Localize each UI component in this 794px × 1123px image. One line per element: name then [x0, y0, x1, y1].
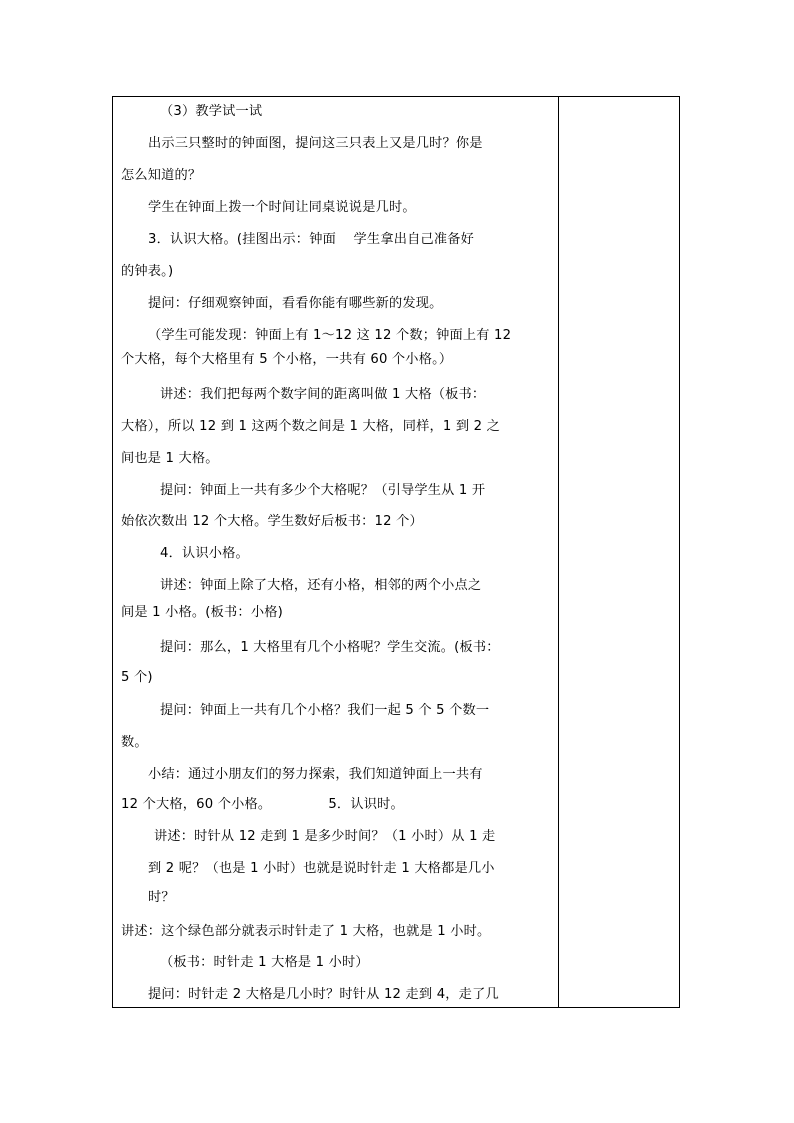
text-line: 12 个大格，60 个小格。 5．认识时。: [121, 797, 404, 812]
text-line: 5 个): [121, 670, 153, 685]
text-line: （3）教学试一试: [160, 104, 263, 119]
text-line: 出示三只整时的钟面图，提问这三只表上又是几时？你是: [148, 136, 483, 151]
text-line: 的钟表。): [121, 264, 174, 279]
text-line: 提问：仔细观察钟面，看看你能有哪些新的发现。: [148, 296, 443, 311]
text-line: 学生在钟面上拨一个时间让同桌说说是几时。: [148, 200, 416, 215]
text-line: 怎么知道的？: [121, 168, 202, 183]
text-line: 时？: [148, 890, 175, 905]
text-line: 始依次数出 12 个大格。学生数好后板书：12 个）: [121, 514, 423, 529]
text-line: 讲述：这个绿色部分就表示时针走了 1 大格，也就是 1 小时。: [121, 924, 491, 939]
text-line: 间是 1 小格。(板书：小格): [121, 605, 283, 620]
text-line: 小结：通过小朋友们的努力探索，我们知道钟面上一共有: [148, 767, 483, 782]
text-line: 大格），所以 12 到 1 这两个数之间是 1 大格，同样，1 到 2 之: [121, 419, 500, 434]
text-line: （学生可能发现：钟面上有 1～12 这 12 个数；钟面上有 12: [148, 328, 512, 343]
text-line: 提问：时针走 2 大格是几小时？时针从 12 走到 4，走了几: [148, 987, 499, 1002]
text-line: 提问：那么，1 大格里有几个小格呢？学生交流。(板书：: [160, 640, 500, 655]
text-line: 个大格，每个大格里有 5 个小格，一共有 60 个小格。）: [121, 352, 453, 367]
text-line: 3．认识大格。(挂图出示：钟面 学生拿出自己准备好: [148, 232, 475, 247]
text-line: 讲述：钟面上除了大格，还有小格，相邻的两个小点之: [160, 578, 482, 593]
text-line: 讲述：我们把每两个数字间的距离叫做 1 大格（板书：: [160, 387, 486, 402]
text-line: 提问：钟面上一共有几个小格？我们一起 5 个 5 个数一: [160, 703, 490, 718]
text-line: 到 2 呢？（也是 1 小时）也就是说时针走 1 大格都是几小: [148, 861, 495, 876]
text-line: 间也是 1 大格。: [121, 451, 219, 466]
text-line: 4．认识小格。: [160, 546, 249, 561]
text-line: 讲述：时针从 12 走到 1 是多少时间？（1 小时）从 1 走: [154, 829, 496, 844]
text-line: 提问：钟面上一共有多少个大格呢？（引导学生从 1 开: [160, 483, 486, 498]
text-line: （板书：时针走 1 大格是 1 小时）: [160, 955, 369, 970]
text-line: 数。: [121, 735, 148, 750]
column-divider: [558, 97, 559, 1007]
